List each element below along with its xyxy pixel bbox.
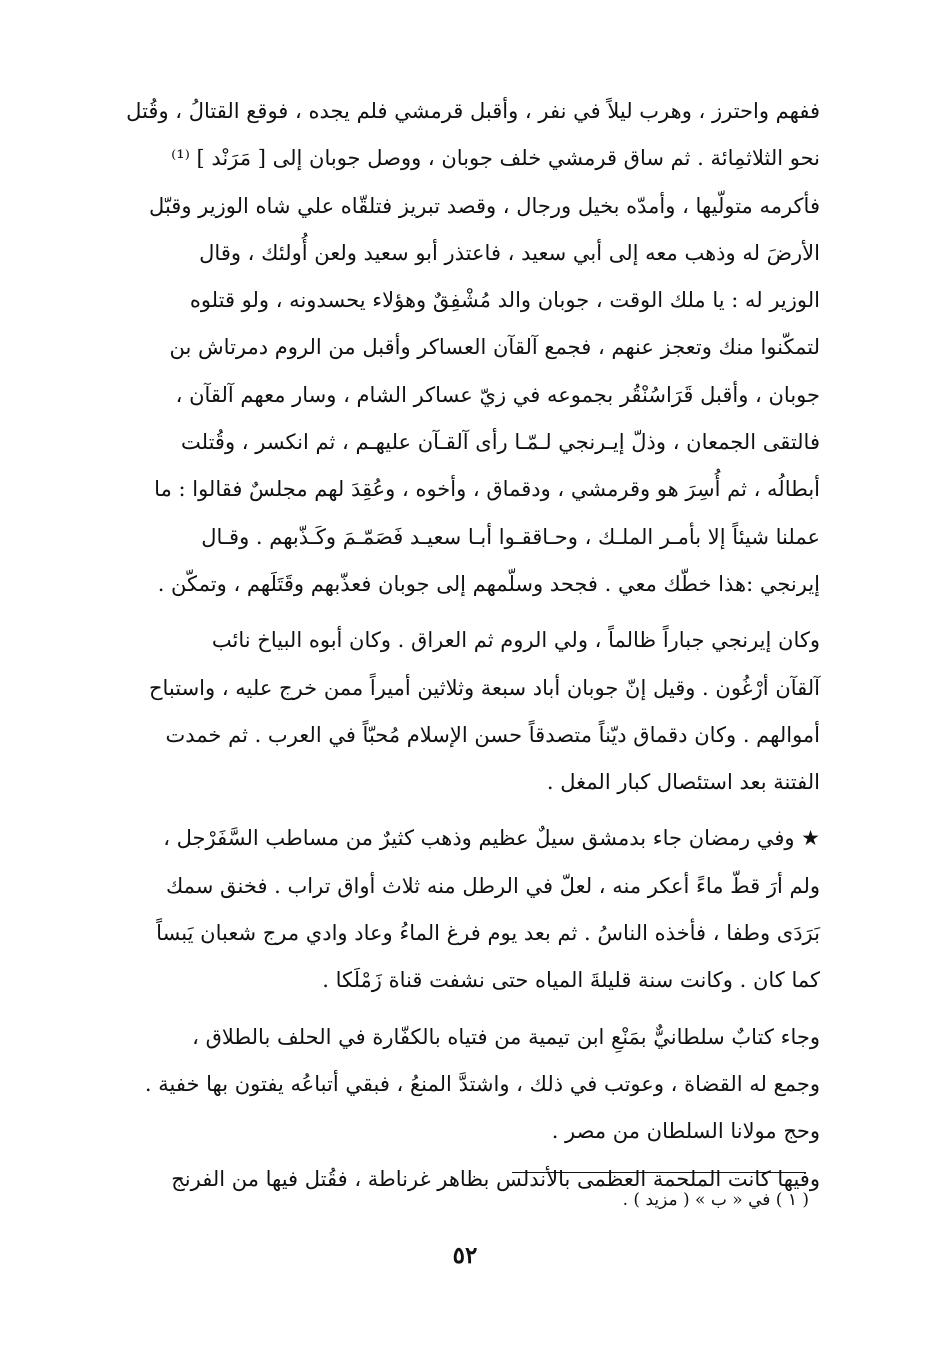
- body-text: [110, 88, 820, 1203]
- paragraph: [110, 815, 820, 1004]
- text-line: أموالهم . وكان دقماق ديّناً متصدقاً حسن الإسلام مُحبّاً في العرب . ثم خمدت: [165, 722, 820, 747]
- text-line: وكان إيرنجي جباراً ظالماً ، ولي الروم ثم العراق . وكان أبوه البياخ نائب: [211, 628, 820, 653]
- paragraph: [110, 617, 820, 806]
- paragraph-gap: [110, 608, 820, 617]
- text-line: الفتنة بعد استئصال كبار المغل .: [546, 770, 820, 795]
- text-line: كما كان . وكانت سنة قليلةَ المياه حتى نشفت قناة زَمْلَكا .: [322, 968, 820, 993]
- text-line: ولم أرَ قطّ ماءً أعكر منه ، لعلّ في الرطل منه ثلاث أواق تراب . فخنق سمك: [165, 873, 820, 898]
- text-line: لتمكّنوا منك وتعجز عنهم ، فجمع آلقآن العساكر وأقبل من الروم دمرتاش بن: [169, 335, 820, 360]
- text-line: وجمع له القضاة ، وعوتب في ذلك ، واشتدَّ المنعُ ، فبقي أتباعُه يفتون بها خفية .: [144, 1071, 820, 1096]
- text-line: آلقآن أرْغُون . وقيل إنّ جوبان أباد سبعة وثلاثين أميراً ممن خرج عليه ، واستباح: [148, 675, 820, 700]
- text-line: نحو الثلاثمِائة . ثم ساق قرمشي خلف جوبان ، ووصل جوبان إلى [ مَرَنْد ] ⁽¹⁾: [171, 146, 820, 171]
- text-line: إيرنجي :هذا خطّك معي . فجحد وسلّمهم إلى جوبان فعذّبهم وقَتَلَهم ، وتمكّن .: [157, 571, 820, 596]
- text-line: ففهم واحترز ، وهرب ليلاً في نفر ، وأقبل قرمشي فلم يجده ، فوقع القتالُ ، وقُتل: [126, 99, 820, 123]
- text-line: أبطالُه ، ثم أُسِرَ هو وقرمشي ، ودقماق ، وأخوه ، وعُقِدَ لهم مجلسٌ فقالوا : ما: [154, 477, 820, 502]
- paragraph-gap: [110, 806, 820, 815]
- text-line: وفيها كانت الملحمة العظمى بالأندلس بظاهر غرناطة ، فقُتل فيها من الفرنج: [171, 1166, 820, 1191]
- text-line: جوبان ، وأقبل قَرَاسُنْقُر بجموعه في زيّ عساكر الشام ، وسار معهم آلقآن ،: [175, 382, 820, 407]
- text-line: ★ وفي رمضان جاء بدمشق سيلٌ عظيم وذهب كثيرٌ من مساطب السَّفَرْجل ،: [163, 826, 820, 851]
- text-line: عملنا شيئاً إلا بأمـر الملـك ، وحـاققـوا أبـا سعيـد فَصَمّـمَ وكَـذّبهم . وقـال: [201, 524, 820, 549]
- paragraph: [110, 1014, 820, 1203]
- text-line: بَرَدَى وطفا ، فأخذه الناسُ . ثم بعد يوم فرغ الماءُ وعاد وادي مرج شعبان يَبساً: [156, 921, 820, 946]
- text-line: الأرضَ له وذهب معه إلى أبي سعيد ، فاعتذر أبو سعيد ولعن أُولئك ، وقال: [199, 240, 820, 265]
- footnote: ( ١ ) في « ب » ( مزيد ) .: [622, 1190, 809, 1210]
- paragraph: [110, 88, 820, 608]
- paragraph-gap: [110, 1005, 820, 1014]
- footnote-separator: [512, 1172, 806, 1173]
- page-number: ٥٢: [452, 1242, 478, 1269]
- text-line: وحج مولانا السلطان من مصر .: [551, 1119, 820, 1144]
- text-line: فالتقى الجمعان ، وذلّ إيـرنجي لـمّـا رأى آلقـآن عليهـم ، ثم انكسر ، وقُتلت: [181, 430, 820, 455]
- text-line: فأكرمه متولّيها ، وأمدّه بخيل ورجال ، وقصد تبريز فتلقّاه علي شاه الوزير وقبّل: [149, 193, 820, 218]
- text-line: وجاء كتابٌ سلطانيٌّ بمَنْعِ ابن تيمية من فتياه بالكفّارة في الحلف بالطلاق ،: [192, 1024, 820, 1049]
- text-line: الوزير له : يا ملك الوقت ، جوبان والد مُشْفِقٌ وهؤلاء يحسدونه ، ولو قتلوه: [189, 288, 820, 313]
